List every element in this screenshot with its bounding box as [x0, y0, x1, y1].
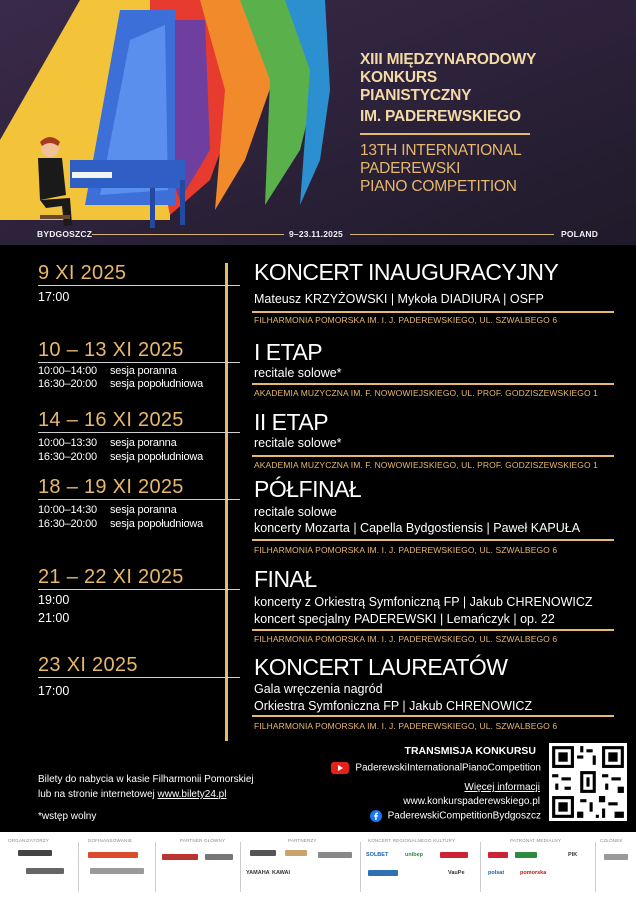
sponsor-logo [368, 870, 398, 876]
event-detail: Orkiestra Symfoniczna FP | Jakub CHRENOWICZ [254, 699, 533, 713]
event-date: 21 – 22 XI 2025 [38, 566, 184, 588]
session-time: 16:30–20:00 [38, 518, 97, 530]
sponsor-strip [0, 832, 636, 900]
header-banner [0, 0, 636, 245]
header-rule-right [350, 234, 554, 235]
event-date: 9 XI 2025 [38, 262, 127, 284]
title-en-line-2: PADEREWSKI [360, 160, 461, 177]
date-rule [38, 677, 240, 678]
sponsor-logo [205, 854, 233, 860]
session-time: 10:00–13:30 [38, 437, 97, 449]
youtube-channel: PaderewskiInternationalPianoCompetition [355, 762, 541, 774]
city-label: BYDGOSZCZ [37, 229, 93, 239]
session-time: 10:00–14:30 [38, 504, 97, 516]
date-rule [38, 285, 240, 286]
event-title: II ETAP [254, 409, 329, 435]
sponsor-divider [595, 842, 596, 892]
event-detail: Mateusz KRZYŻOWSKI | Mykoła DIADIURA | OSFP [254, 292, 544, 306]
event-venue: FILHARMONIA POMORSKA IM. I. J. PADEREWSKIEGO, UL. SZWALBEGO 6 [254, 315, 558, 325]
title-pl-line-2: KONKURS [360, 69, 437, 86]
event-detail: koncerty Mozarta | Capella Bydgostiensis | Paweł KAPUŁA [254, 521, 581, 535]
event-detail: koncerty z Orkiestrą Symfoniczną FP | Jakub CHRENOWICZ [254, 595, 593, 609]
date-rule [38, 362, 240, 363]
sponsor-divider [240, 842, 241, 892]
piano-artwork [0, 0, 636, 245]
event-detail: recitale solowe* [254, 436, 342, 450]
qr-code[interactable] [549, 743, 627, 821]
sponsor-logo [318, 852, 352, 858]
title-en-line-1: 13TH INTERNATIONAL [360, 142, 522, 159]
session-time: 16:30–20:00 [38, 378, 97, 390]
session-label: sesja popołudniowa [110, 451, 204, 463]
sponsor-logo [88, 852, 138, 858]
tickets-line-2 [38, 789, 226, 800]
event-detail: recitale solowe* [254, 366, 342, 380]
sponsor-logo [162, 854, 198, 860]
event-venue: AKADEMIA MUZYCZNA IM. F. NOWOWIEJSKIEGO, UL. PROF. GODZISZEWSKIEGO 1 [254, 388, 599, 398]
sponsor-heading: KONCERT REGIONALNEGO KULTURY [368, 838, 456, 843]
date-rule [38, 499, 240, 500]
sponsor-divider [480, 842, 481, 892]
event-time: 17:00 [38, 684, 70, 698]
event-date: 23 XI 2025 [38, 654, 138, 676]
title-separator [360, 133, 530, 135]
broadcast-heading: TRANSMISJA KONKURSU [404, 745, 536, 757]
session-label: sesja popołudniowa [110, 518, 204, 530]
sponsor-divider [78, 842, 79, 892]
event-venue: FILHARMONIA POMORSKA IM. I. J. PADEREWSKIEGO, UL. SZWALBEGO 6 [254, 545, 558, 555]
event-detail: koncert specjalny PADEREWSKI | Lemańczyk | op. 22 [254, 612, 555, 626]
sponsor-heading: ORGANIZATORZY [8, 838, 49, 843]
date-rule [38, 432, 240, 433]
tickets-line-1: Bilety do nabycia w kasie Filharmonii Pomorskiej [38, 774, 254, 785]
event-venue: FILHARMONIA POMORSKA IM. I. J. PADEREWSKIEGO, UL. SZWALBEGO 6 [254, 721, 558, 731]
event-venue: FILHARMONIA POMORSKA IM. I. J. PADEREWSKIEGO, UL. SZWALBEGO 6 [254, 634, 558, 644]
sponsor-divider [155, 842, 156, 892]
sponsor-name: polsat [488, 870, 505, 876]
venue-rule [252, 455, 614, 457]
session-row [38, 504, 177, 516]
sponsor-heading: PARTNER GŁÓWNY [180, 838, 226, 843]
sponsor-logo [488, 852, 508, 858]
tickets-link[interactable]: www.bilety24.pl [157, 789, 227, 800]
event-venue: AKADEMIA MUZYCZNA IM. F. NOWOWIEJSKIEGO, UL. PROF. GODZISZEWSKIEGO 1 [254, 460, 599, 470]
session-label: sesja poranna [110, 365, 177, 377]
event-time: 17:00 [38, 290, 70, 304]
timeline-bar [225, 263, 228, 741]
event-title: I ETAP [254, 339, 323, 365]
session-row [38, 378, 203, 390]
venue-rule [252, 539, 614, 541]
youtube-row[interactable] [331, 762, 541, 774]
title-pl-line-1: XIII MIĘDZYNARODOWY [360, 51, 537, 68]
event-title: FINAŁ [254, 566, 317, 592]
event-time: 19:00 [38, 593, 70, 607]
facebook-page: PaderewskiCompetitionBydgoszcz [387, 810, 541, 822]
event-time: 21:00 [38, 611, 70, 625]
venue-rule [252, 629, 614, 631]
title-pl-line-3: PIANISTYCZNY [360, 87, 472, 104]
country-label: POLAND [561, 229, 599, 239]
sponsor-logo [515, 852, 537, 858]
sponsor-logo [604, 854, 628, 860]
dates-label: 9–23.11.2025 [289, 229, 343, 239]
sponsor-divider [360, 842, 361, 892]
venue-rule [252, 715, 614, 717]
event-date: 14 – 16 XI 2025 [38, 409, 184, 431]
sponsor-logo [18, 850, 52, 856]
date-rule [38, 589, 240, 590]
session-row [38, 451, 203, 463]
session-label: sesja poranna [110, 437, 177, 449]
free-entry-note: *wstęp wolny [38, 811, 97, 822]
sponsor-logo [26, 868, 64, 874]
tickets-line-2-prefix: lub na stronie internetowej [38, 789, 155, 800]
venue-rule [252, 383, 614, 385]
session-time: 16:30–20:00 [38, 451, 97, 463]
sponsor-name: SOLBET [366, 852, 389, 858]
website-link[interactable]: www.konkurspaderewskiego.pl [403, 796, 540, 807]
session-row [38, 365, 177, 377]
event-title: KONCERT INAUGURACYJNY [254, 259, 559, 285]
venue-rule [252, 311, 614, 313]
youtube-icon [331, 762, 349, 774]
sponsor-logo [440, 852, 468, 858]
sponsor-name: PIK [568, 852, 578, 858]
sponsor-name: VauPe [448, 870, 465, 876]
sponsor-logo [90, 868, 144, 874]
sponsor-logo [285, 850, 307, 856]
session-row [38, 437, 177, 449]
sponsor-logo [250, 850, 276, 856]
sponsor-name: KAWAI [272, 870, 291, 876]
event-date: 18 – 19 XI 2025 [38, 476, 184, 498]
event-date: 10 – 13 XI 2025 [38, 339, 184, 361]
title-pl-line-4: IM. PADEREWSKIEGO [360, 108, 521, 125]
event-title: PÓŁFINAŁ [254, 476, 362, 502]
sponsor-heading: PATRONAT MEDIALNY [510, 838, 562, 843]
sponsor-name: pomorska [520, 870, 547, 876]
sponsor-heading: CZŁONEK [600, 838, 623, 843]
sponsor-heading: PARTNERZY [288, 838, 317, 843]
sponsor-heading: DOFINANSOWANIE [88, 838, 133, 843]
facebook-row[interactable] [370, 810, 541, 822]
event-detail: recitale solowe [254, 505, 337, 519]
sponsor-name: unibep [405, 852, 424, 858]
title-en-line-3: PIANO COMPETITION [360, 178, 517, 195]
session-label: sesja poranna [110, 504, 177, 516]
facebook-icon [370, 810, 382, 822]
more-info-label[interactable]: Więcej informacji [464, 782, 540, 793]
header-rule-left [92, 234, 284, 235]
session-time: 10:00–14:00 [38, 365, 97, 377]
event-title: KONCERT LAUREATÓW [254, 654, 508, 680]
session-row [38, 518, 203, 530]
session-label: sesja popołudniowa [110, 378, 204, 390]
event-detail: Gala wręczenia nagród [254, 682, 383, 696]
sponsor-name: YAMAHA [246, 870, 270, 876]
